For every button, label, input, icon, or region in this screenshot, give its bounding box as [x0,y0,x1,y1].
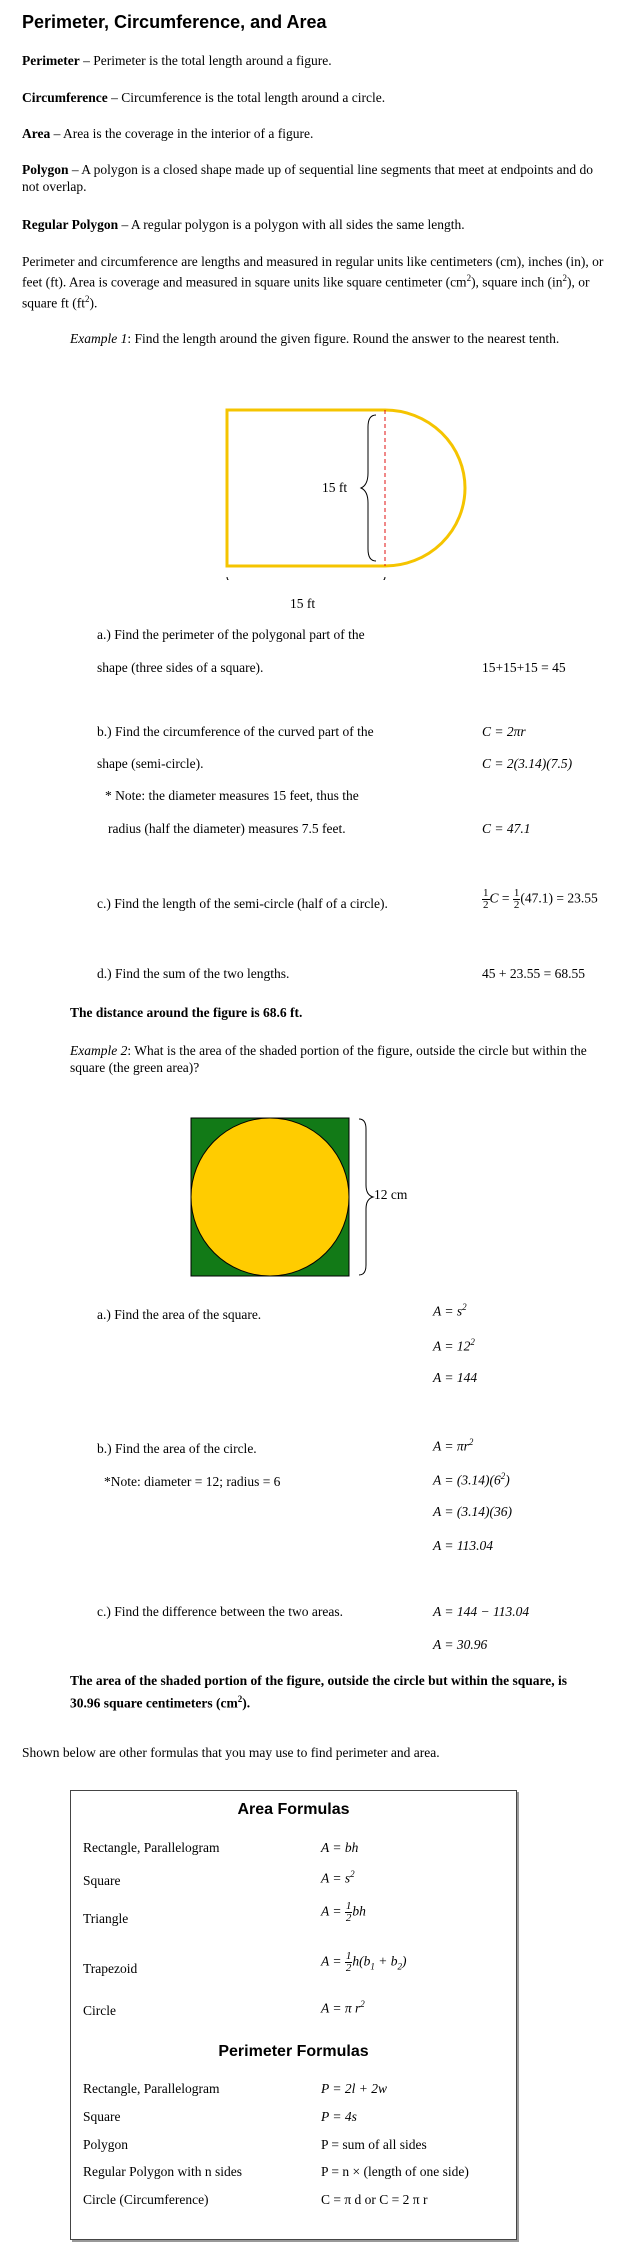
example1-width-label: 15 ft [290,596,316,611]
example2-step-c-line: c.) Find the difference between the two areas. [97,1604,344,1619]
formula-box [70,1790,517,2240]
example1-conclusion: The distance around the figure is 68.6 ft. [70,1005,303,1020]
example1-step-b-note2: radius (half the diameter) measures 7.5 feet. [108,821,346,836]
example1-step-d-line: d.) Find the sum of the two lengths. [97,966,290,981]
units-paragraph: Perimeter and circumference are lengths and measured in regular units like centimeters (cm), inches (in), or feet (ft). Area is coverage and measured in square units like square centimeter $(cm^2)$, square inch $(in^2)$, or square ft $(ft^2)$. [22,254,604,310]
perimeter-formulas-heading: Perimeter Formulas [218,2043,369,2060]
perimeter-row-circle-formula: C = π d or C = 2 π r [321,2192,428,2207]
other-formulas-intro: Shown below are other formulas that you may use to find perimeter and area. [22,1745,440,1760]
example2-step-a-math2: $A = 12^2$ [433,1337,475,1354]
example2-step-b-math4: A = 113.04 [433,1538,493,1553]
example2-side-label: 12 cm [374,1187,408,1202]
example1-step-b-line2: shape (semi-circle). [97,756,204,771]
example2-conclusion: The area of the shaded portion of the figure, outside the circle but within the square, is 30.96 square centimeters $(cm^2)$. [70,1673,568,1711]
example2-step-b-math3: A = (3.14)(36) [433,1504,512,1519]
example2-prompt: Example 2: What is the area of the shaded portion of the figure, outside the circle but within the square (the green area)? [70,1043,587,1075]
definition-area: Area – Area is the coverage in the interior of a figure. [22,126,314,141]
perimeter-row-rectangle-name: Rectangle, Parallelogram [83,2081,220,2096]
example2-step-b-math2: $A = (3.14)(6^2)$ [433,1471,510,1488]
example1-prompt: Example 1: Find the length around the given figure. Round the answer to the nearest tenth. [70,331,560,346]
example1-height-label: 15 ft [322,480,348,495]
example1-step-c-line: c.) Find the length of the semi-circle (half of a circle). [97,896,388,911]
example1-step-a-line1: a.) Find the perimeter of the polygonal part of the [97,627,365,642]
definition-circumference: Circumference – Circumference is the total length around a circle. [22,90,386,105]
area-row-triangle-formula: A = $\frac{1}{2}$ bh [321,1900,366,1924]
example1-step-c-math: $\frac{1}{2}$ C = $\frac{1}{2}$ (47.1) = 23.55 [483,887,598,911]
area-row-trapezoid-name: Trapezoid [83,1961,138,1976]
example1-step-b-math2: C = 2(3.14)(7.5) [482,756,573,771]
example2-step-a-math3: A = 144 [433,1370,478,1385]
perimeter-row-square-name: Square [83,2109,121,2124]
example1-step-a-math: 15+15+15 = 45 [482,660,566,675]
example1-step-b-math3: C = 47.1 [482,821,531,836]
example2-step-c-math1: A = 144 − 113.04 [433,1604,530,1619]
example2-step-c-math2: A = 30.96 [433,1637,488,1652]
example2-step-b-math1: $A = \pi r^2$ [433,1437,474,1454]
perimeter-row-rectangle-formula: P = 2l + 2w [321,2081,387,2096]
perimeter-row-square-formula: P = 4s [321,2109,357,2124]
area-row-circle-formula: A = π $r^2$ [321,1999,365,2016]
area-row-rectangle-name: Rectangle, Parallelogram [83,1840,220,1855]
example1-step-d-math: 45 + 23.55 = 68.55 [482,966,585,981]
perimeter-row-polygon-name: Polygon [83,2137,129,2152]
example1-step-b-line1: b.) Find the circumference of the curved part of the [97,724,374,739]
example1-step-a-line2: shape (three sides of a square). [97,660,264,675]
area-row-square-formula: $A = s^2$ [321,1869,355,1886]
area-row-square-name: Square [83,1873,121,1888]
example1-step-b-math1: C = 2πr [482,724,526,739]
perimeter-row-regular-polygon-formula: P = n × (length of one side) [321,2164,469,2179]
example2-step-b-note: *Note: diameter = 12; radius = 6 [104,1474,281,1489]
example2-figure [186,1115,386,1285]
definition-perimeter: Perimeter – Perimeter is the total length around a figure. [22,53,332,68]
area-formulas-heading: Area Formulas [237,1801,350,1818]
area-row-triangle-name: Triangle [83,1911,129,1926]
perimeter-row-regular-polygon-name: Regular Polygon with n sides [83,2164,242,2179]
definition-polygon: Polygon – A polygon is a closed shape made up of sequential line segments that meet at endpoints and do not overlap. [22,162,594,194]
page-title: Perimeter, Circumference, and Area [22,12,327,32]
perimeter-row-circle-name: Circle (Circumference) [83,2192,209,2207]
area-row-trapezoid-formula: A = $\frac{1}{2}$ $h(b_1 + b_2)$ [321,1950,407,1974]
example2-step-a-line: a.) Find the area of the square. [97,1307,262,1322]
example2-step-a-math1: $A = s^2$ [433,1302,467,1319]
yellow-circle [191,1118,349,1276]
area-row-rectangle-formula: A = bh [321,1840,359,1855]
example1-step-b-note1: * Note: the diameter measures 15 feet, thus the [105,788,359,803]
example2-step-b-line: b.) Find the area of the circle. [97,1441,257,1456]
perimeter-row-polygon-formula: P = sum of all sides [321,2137,427,2152]
area-row-circle-name: Circle [83,2003,116,2018]
definition-regular-polygon: Regular Polygon – A regular polygon is a polygon with all sides the same length. [22,217,465,232]
